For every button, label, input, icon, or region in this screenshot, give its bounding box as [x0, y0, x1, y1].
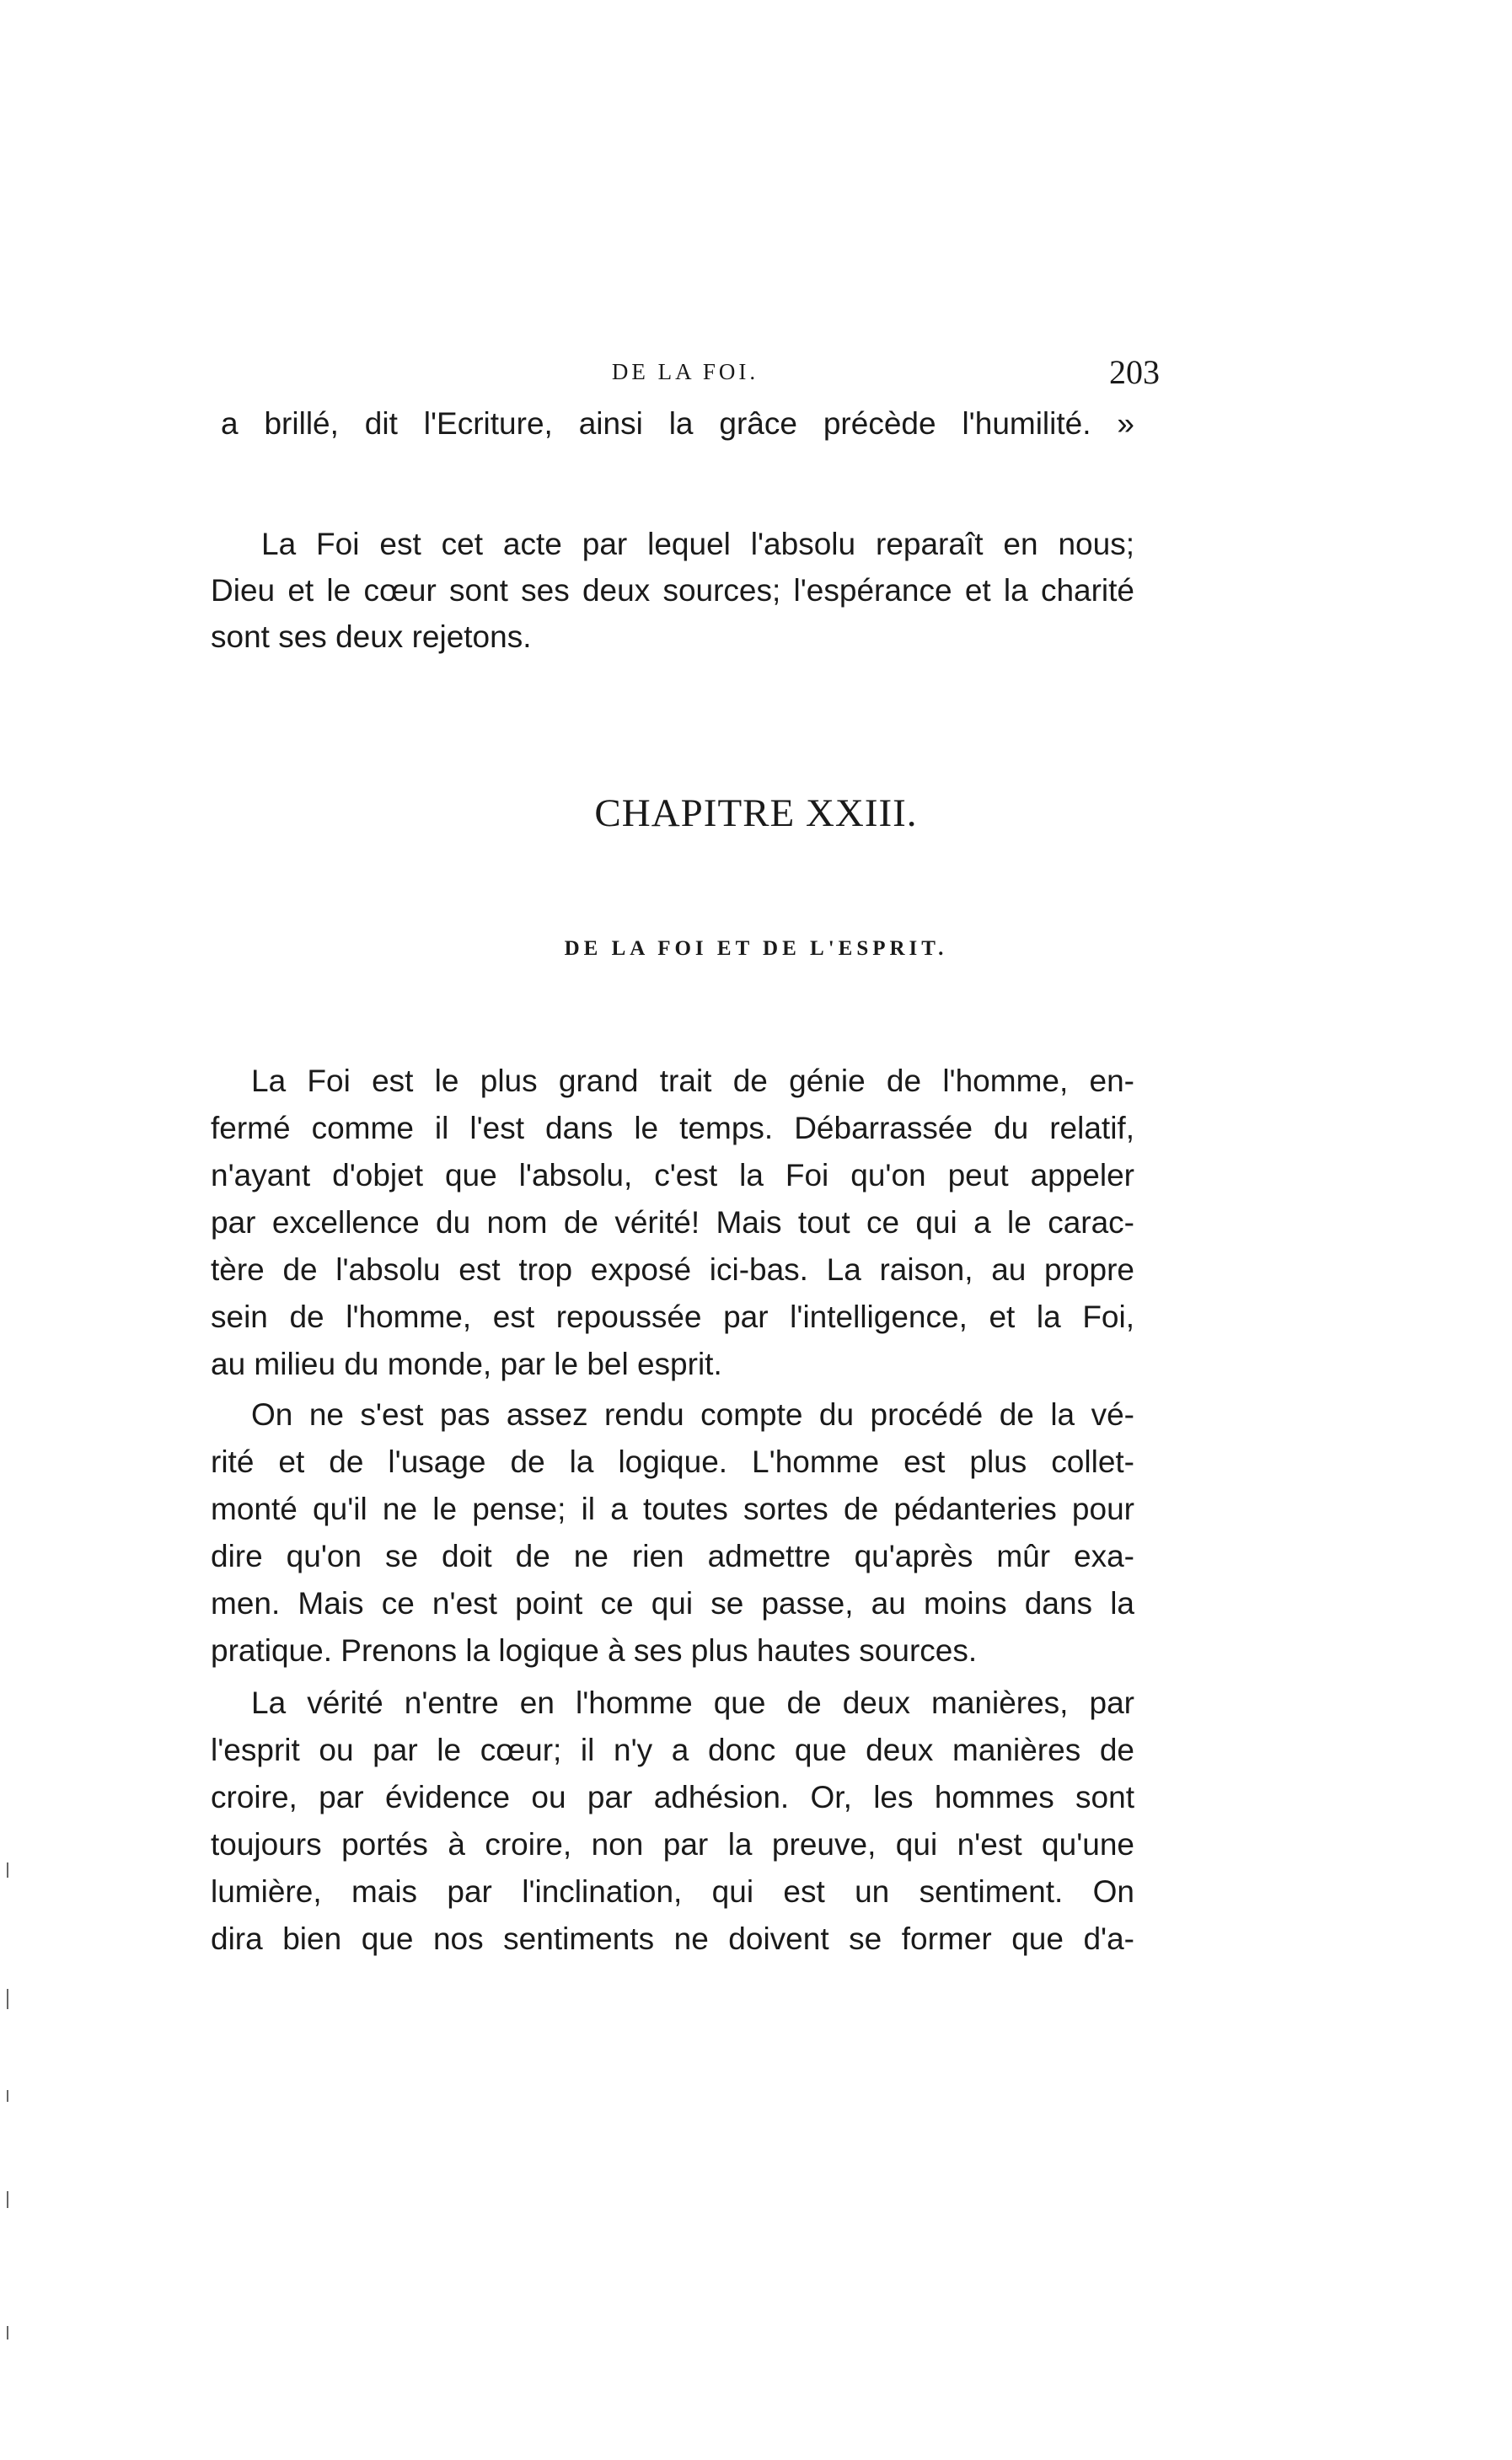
scan-mark: [7, 1862, 8, 1878]
scan-mark: [7, 2326, 8, 2339]
text-line: dira bien que nos sentiments ne doivent se former que d'a-: [211, 1921, 1134, 1956]
scan-mark: [7, 1989, 8, 2009]
text-line: pratique. Prenons la logique à ses plus hautes sources.: [211, 1633, 978, 1668]
text-line: croire, par évidence ou par adhésion. Or, les hommes sont: [211, 1780, 1134, 1814]
text-line: monté qu'il ne le pense; il a toutes sortes de pédanteries pour: [211, 1492, 1134, 1526]
text-line: a brillé, dit l'Ecriture, ainsi la grâce précède l'humilité. »: [221, 406, 1134, 441]
scan-mark: [7, 2090, 8, 2102]
text-line: l'esprit ou par le cœur; il n'y a donc que deux manières de: [211, 1733, 1134, 1767]
text-line: men. Mais ce n'est point ce qui se passe, au moins dans la: [211, 1586, 1134, 1621]
text-line: par excellence du nom de vérité! Mais tout ce qui a le carac-: [211, 1205, 1134, 1240]
paragraph-first-line: La Foi est cet acte par lequel l'absolu reparaît en nous;: [261, 527, 1134, 561]
paragraph-first-line: On ne s'est pas assez rendu compte du procédé de la vé-: [251, 1397, 1134, 1432]
chapter-title: CHAPITRE XXIII.: [594, 791, 918, 835]
text-line: rité et de l'usage de la logique. L'homme est plus collet-: [211, 1444, 1134, 1479]
paragraph-first-line: La vérité n'entre en l'homme que de deux manières, par: [251, 1686, 1134, 1720]
text-line: dire qu'on se doit de ne rien admettre qu'après mûr exa-: [211, 1539, 1134, 1573]
text-line: au milieu du monde, par le bel esprit.: [211, 1347, 722, 1381]
text-line: sont ses deux rejetons.: [211, 619, 532, 654]
scan-mark: [7, 2191, 8, 2208]
text-line: sein de l'homme, est repoussée par l'intelligence, et la Foi,: [211, 1300, 1134, 1334]
text-line: fermé comme il l'est dans le temps. Débarrassée du relatif,: [211, 1111, 1134, 1145]
paragraph-first-line: La Foi est le plus grand trait de génie de l'homme, en-: [251, 1064, 1134, 1098]
chapter-subtitle: DE LA FOI ET DE L'ESPRIT.: [564, 937, 948, 960]
text-line: tère de l'absolu est trop exposé ici-bas. La raison, au propre: [211, 1252, 1134, 1287]
text-line: Dieu et le cœur sont ses deux sources; l'espérance et la charité: [211, 573, 1134, 608]
running-title: DE LA FOI.: [611, 359, 759, 384]
running-head: [211, 352, 1160, 394]
text-line: toujours portés à croire, non par la preuve, qui n'est qu'une: [211, 1827, 1134, 1862]
text-line: lumière, mais par l'inclination, qui est un sentiment. On: [211, 1874, 1134, 1909]
text-line: n'ayant d'objet que l'absolu, c'est la Foi qu'on peut appeler: [211, 1158, 1134, 1192]
page-number: 203: [1109, 353, 1160, 391]
